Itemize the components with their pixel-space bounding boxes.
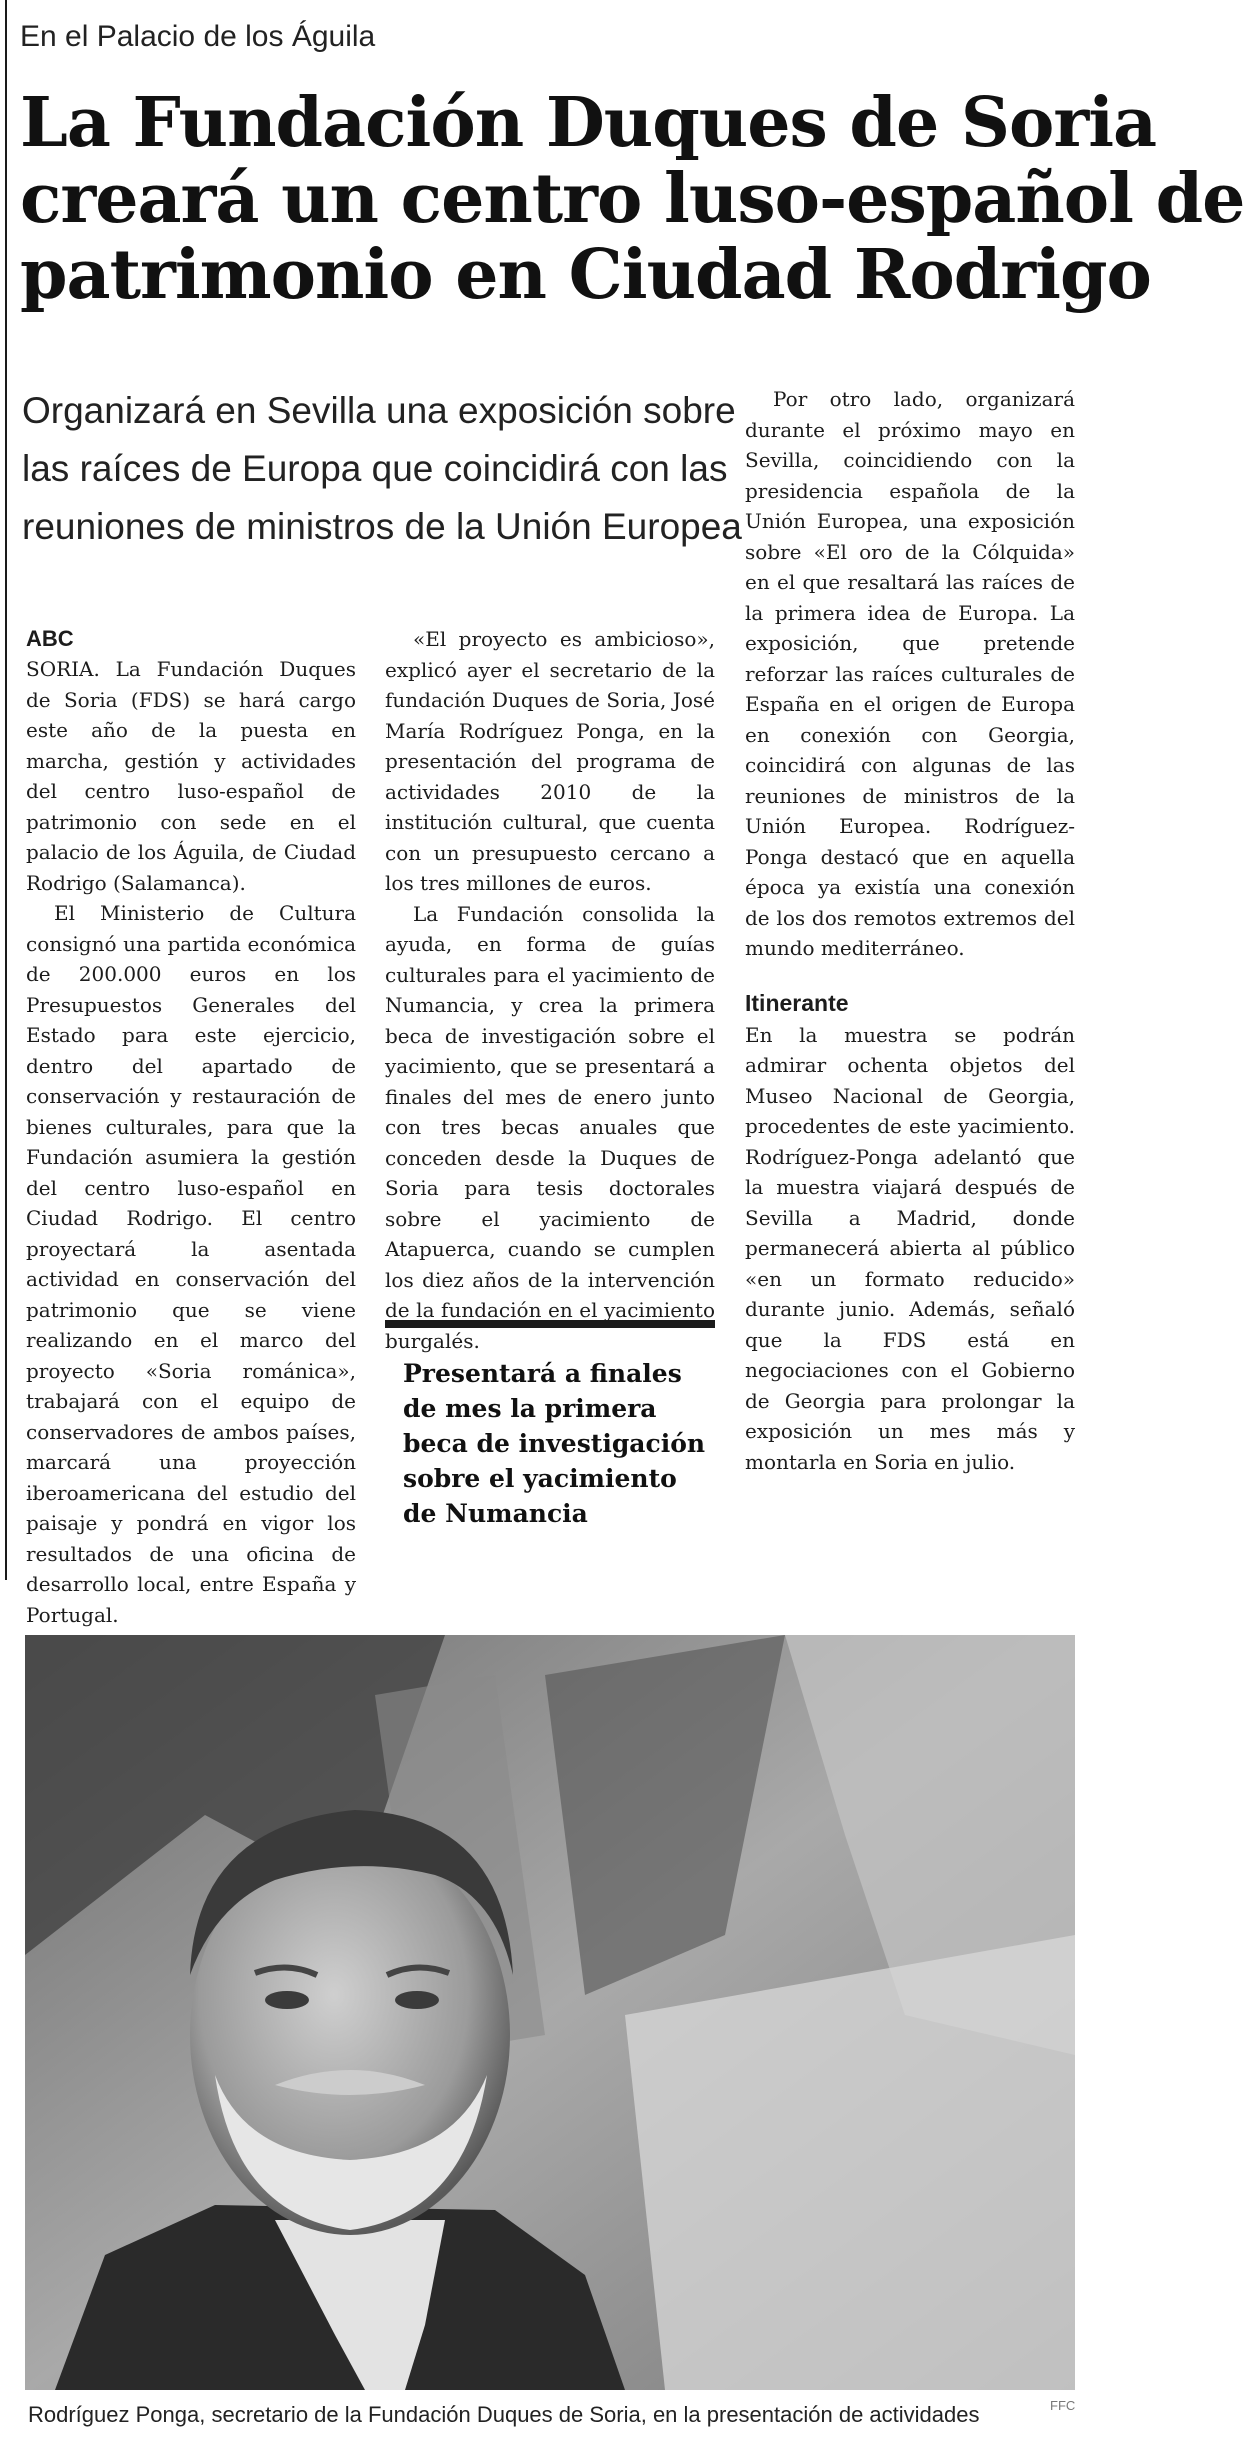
kicker: En el Palacio de los Águila	[20, 20, 376, 53]
photo-illustration	[25, 1635, 1075, 2390]
subheadline	[22, 382, 742, 556]
article-column-2	[385, 624, 715, 1356]
article-column-3	[745, 384, 1075, 1477]
byline: ABC	[26, 626, 74, 651]
paragraph: Por otro lado, organizará durante el próximo mayo en Sevilla, coincidiendo con la presidencia española de la Unión Europea, una exposición sobre «El oro de la Cólquida» en el que resaltará las raíces de la primera idea de Europa. La exposición, que pretende reforzar las raíces culturales de España en el origen de Europa en conexión con Georgia, coincidirá con algunas de las reuniones de ministros de la Unión Europea. Rodríguez-Ponga destacó que en aquella época ya existía una conexión de los dos remotos extremos del mundo mediterráneo.	[745, 387, 1075, 960]
section-heading: Itinerante	[745, 989, 849, 1016]
portrait-photo	[25, 1635, 1075, 2390]
photo-credit: FFC	[1050, 2398, 1076, 2413]
subheadline-line: Organizará en Sevilla una exposición sobre	[22, 390, 736, 431]
pull-quote-line: beca de investigación	[403, 1429, 706, 1458]
paragraph: La Fundación consolida la ayuda, en forma de guías culturales para el yacimiento de Numancia, y crea la primera beca de investigación sobre el yacimiento, que se presentará a finales del mes de enero junto con tres becas anuales que conceden desde la Duques de Soria para tesis doctorales sobre el yacimiento de Atapuerca, cuando se cumplen los diez años de la intervención de la fundación en el yacimiento burgalés.	[385, 901, 715, 1353]
headline-line: patrimonio en Ciudad Rodrigo	[20, 235, 1151, 315]
subheadline-line: reuniones de ministros de la Unión Europea	[22, 506, 742, 547]
subheadline-line: las raíces de Europa que coincidirá con las	[22, 448, 728, 489]
headline	[20, 83, 1244, 315]
pull-quote	[385, 1320, 715, 1531]
pull-quote-line: de Numancia	[403, 1499, 588, 1528]
pull-quote-line: sobre el yacimiento	[403, 1464, 677, 1493]
column-rule	[5, 0, 7, 1580]
headline-line: creará un centro luso-español de	[20, 159, 1244, 239]
paragraph: «El proyecto es ambicioso», explicó ayer el secretario de la fundación Duques de Soria, José María Rodríguez Ponga, en la presentación del programa de actividades 2010 de la institución cultural, que cuenta con un presupuesto cercano a los tres millones de euros.	[385, 627, 715, 895]
article-column-1	[26, 624, 356, 1630]
pull-quote-line: de mes la primera	[403, 1394, 657, 1423]
paragraph: En la muestra se podrán admirar ochenta objetos del Museo Nacional de Georgia, procedentes de este yacimiento. Rodríguez-Ponga adelantó que la muestra viajará después de Sevilla a Madrid, donde permanecerá abierta al público «en un formato reducido» durante junio. Además, señaló que la FDS está en negociaciones con el Gobierno de Georgia para prolongar la exposición un mes más y montarla en Soria en julio.	[745, 1022, 1075, 1474]
pull-quote-text	[403, 1356, 715, 1531]
paragraph: El Ministerio de Cultura consignó una partida económica de 200.000 euros en los Presupuestos Generales del Estado para este ejercicio, dentro del apartado de conservación y restauración de bienes culturales, para que la Fundación asumiera la gestión del centro luso-español en Ciudad Rodrigo. El centro proyectará la asentada actividad en conservación del patrimonio que se viene realizando en el marco del proyecto «Soria románica», trabajará con el equipo de conservadores de ambos países, marcará una proyección iberoamericana del estudio del paisaje y pondrá en vigor los resultados de una oficina de desarrollo local, entre España y Portugal.	[26, 901, 356, 1627]
photo-caption: Rodríguez Ponga, secretario de la Fundación Duques de Soria, en la presentación de actividades	[28, 2402, 980, 2427]
headline-line: La Fundación Duques de Soria	[20, 83, 1157, 163]
pull-quote-line: Presentará a finales	[403, 1359, 682, 1388]
paragraph: SORIA. La Fundación Duques de Soria (FDS) se hará cargo este año de la puesta en marcha, gestión y actividades del centro luso-español de patrimonio con sede en el palacio de los Águila, de Ciudad Rodrigo (Salamanca).	[26, 657, 356, 895]
